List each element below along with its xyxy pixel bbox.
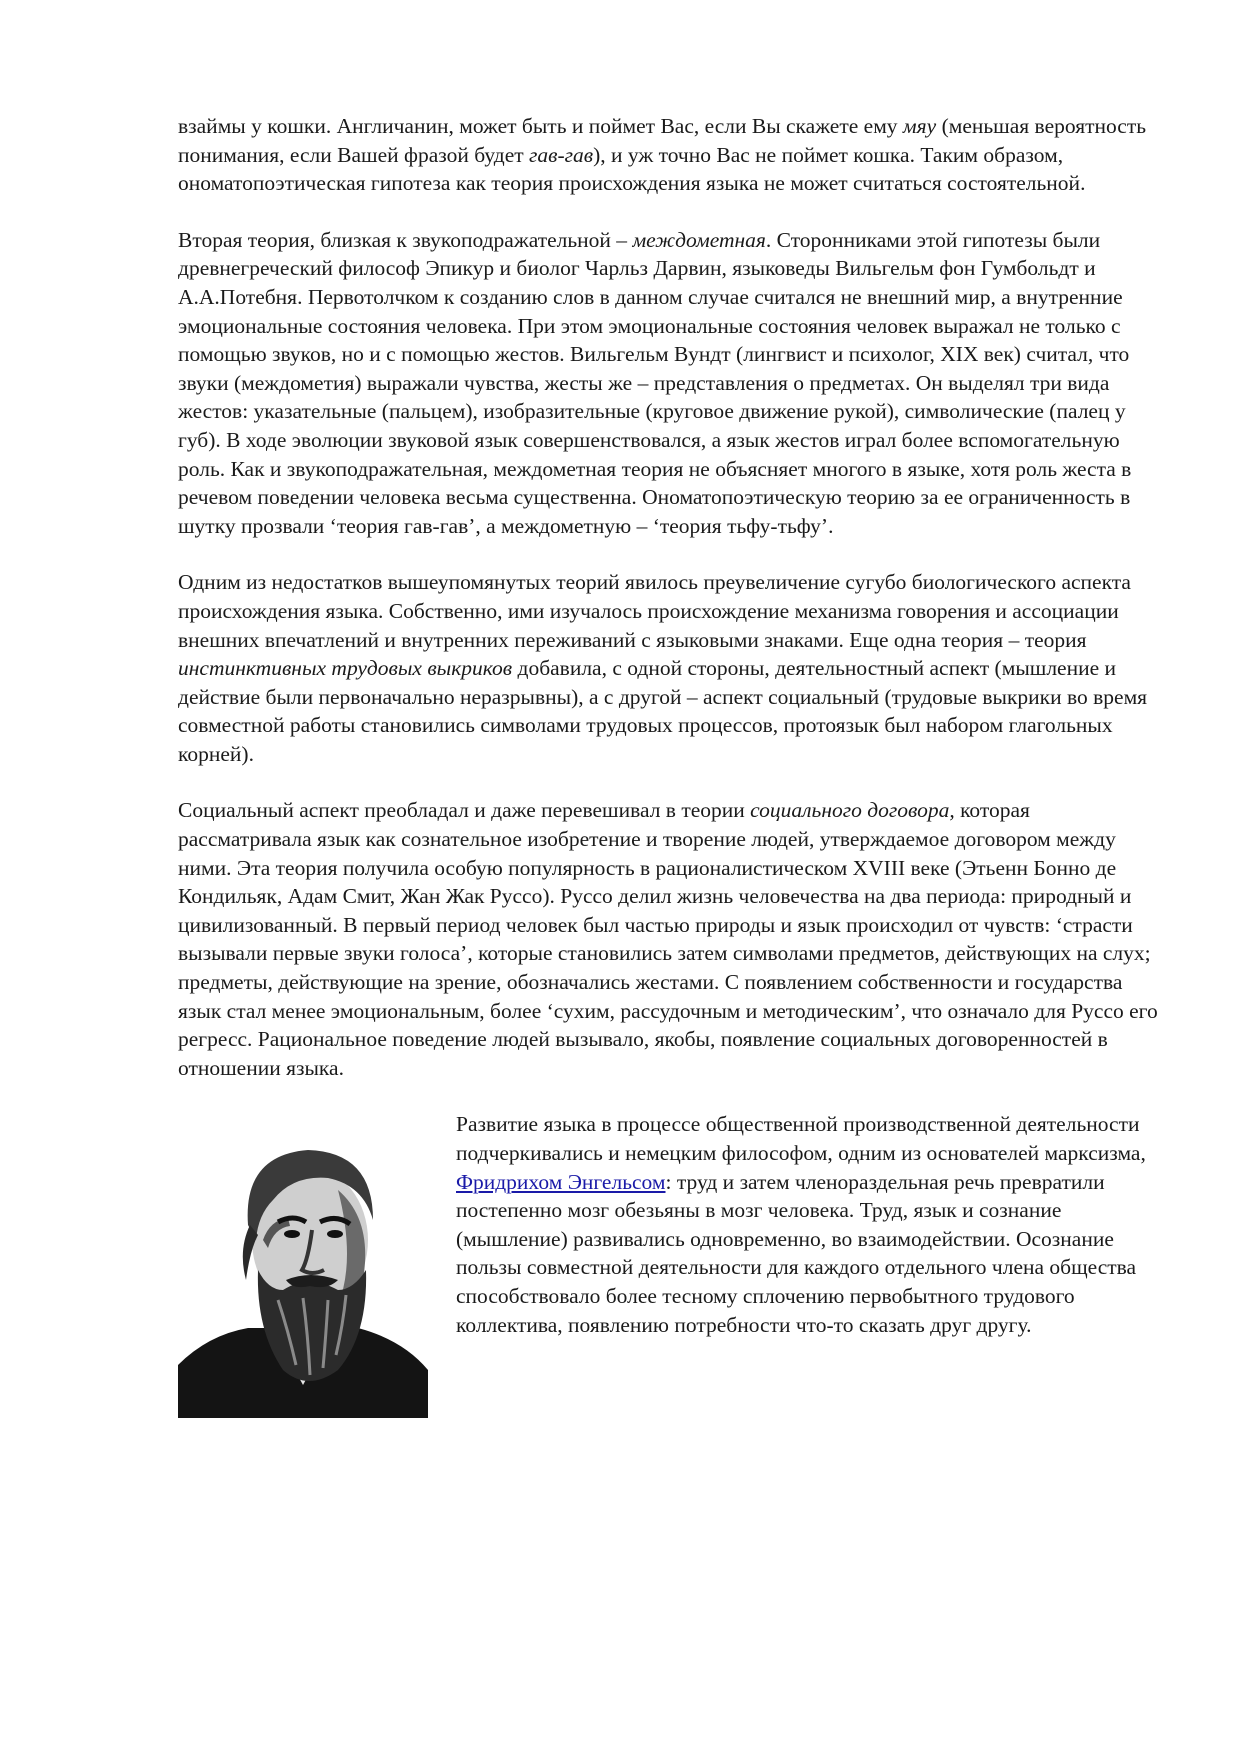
paragraph-social-contract-theory — [178, 796, 1158, 1082]
paragraph-engels-labor-theory — [456, 1110, 1176, 1339]
text-run: Развитие языка в процессе общественной производственной деятельности подчеркивались и немецким философом, одним из основателей марксизма, — [456, 1112, 1146, 1165]
text-run: ), и уж точно Вас не поймет кошка. Таким образом, ономатопоэтическая гипотеза как теория происхождения языка не может считаться состоятельной. — [178, 142, 1086, 196]
text-run: : труд и затем членораздельная речь превратили постепенно мозг обезьяны в мозг человека. Труд, язык и сознание (мышление) развивались одновременно, во взаимодействии. Осознание пользы совместной деятельности для каждого отдельного члена общества способствовало более тесному сплочению первобытного трудового коллектива, появлению потребности что-то сказать друг другу. — [456, 1169, 1137, 1337]
text-run: которая рассматривала язык как сознательное изобретение и творение людей, утверждаемое договором между ними. Эта теория получила особую популярность в рационалистическом XVIII веке (Этьенн Бонно де Кондильяк, Адам Смит, Жан Жак Руссо). Руссо делил жизнь человечества на два периода: природный и цивилизованный. В первый период человек был частью природы и язык происходил от чувств: ‘страсти вызывали первые звуки голоса’, которые становились затем символами предметов, действующих на слух; предметы, действующие на зрение, обозначались жестами. С появлением собственности и государства язык стал менее эмоциональным, более ‘сухим, рассудочным и методическим’, что означало для Руссо его регресс. Рациональное поведение людей вызывало, якобы, появление социальных договоренностей в отношении языка. — [178, 798, 1158, 1080]
italic-term-woof: гав-гав — [529, 142, 594, 167]
engels-link[interactable]: Фридрихом Энгельсом — [456, 1169, 666, 1194]
paragraph-onomatopoeia-conclusion — [178, 112, 1158, 198]
engels-portrait-image — [178, 1130, 428, 1418]
paragraph-interjection-theory — [178, 226, 1158, 541]
text-run: добавила, с одной стороны, деятельностный аспект (мышление и действие были первоначально неразрывны), а с другой – аспект социальный (трудовые выкрики во время совместной работы становились символами трудовых процессов, протоязык был набором глагольных корней). — [178, 656, 1148, 766]
paragraph-labor-cries-theory — [178, 568, 1158, 768]
text-run: Социальный аспект преобладал и даже перевешивал в теории — [178, 798, 751, 823]
text-run: (меньшая вероятность понимания, если Вашей фразой будет — [178, 114, 1147, 167]
text-run: взаймы у кошки. Англичанин, может быть и поймет Вас, если Вы скажете ему — [178, 114, 903, 138]
document-page — [178, 112, 1158, 1440]
italic-term-interjection: междометная — [632, 227, 766, 252]
engels-figure-block — [178, 1110, 1158, 1440]
italic-term-labor-cries: инстинктивных трудовых выкриков — [178, 656, 513, 681]
text-run: . Сторонниками этой гипотезы были древнегреческий философ Эпикур и биолог Чарльз Дарвин, языковеды Вильгельм фон Гумбольдт и А.А.Потебня. Первотолчком к созданию слов в данном случае считался не внешний мир, а внутренние эмоциональные состояния человека. При этом эмоциональные состояния человек выражал не только с помощью звуков, но и с помощью жестов. Вильгельм Вундт (лингвист и психолог, XIX век) считал, что звуки (междометия) выражали чувства, жесты же – представления о предметах. Он выделял три вида жестов: указательные (пальцем), изобразительные (круговое движение рукой), символические (палец у губ). В ходе эволюции звуковой язык совершенствовался, а язык жестов играл более вспомогательную роль. Как и звукоподражательная, междометная теория не объясняет многого в языке, хотя роль жеста в речевом поведении человека весьма существенна. Ономатопоэтическую теорию за ее ограниченность в шутку прозвали ‘теория гав-гав’, а междометную – ‘теория тьфу-тьфу’. — [178, 227, 1132, 538]
italic-term-social-contract: социального договора, — [750, 798, 955, 823]
text-run: Одним из недостатков вышеупомянутых теорий явилось преувеличение сугубо биологического аспекта происхождения языка. Собственно, ими изучалось происхождение механизма говорения и ассоциации внешних впечатлений и внутренних переживаний с языковыми знаками. Еще одна теория – теория — [178, 570, 1131, 652]
italic-term-meow: мяу — [902, 114, 937, 138]
text-run: Вторая теория, близкая к звукоподражательной – — [178, 227, 633, 252]
